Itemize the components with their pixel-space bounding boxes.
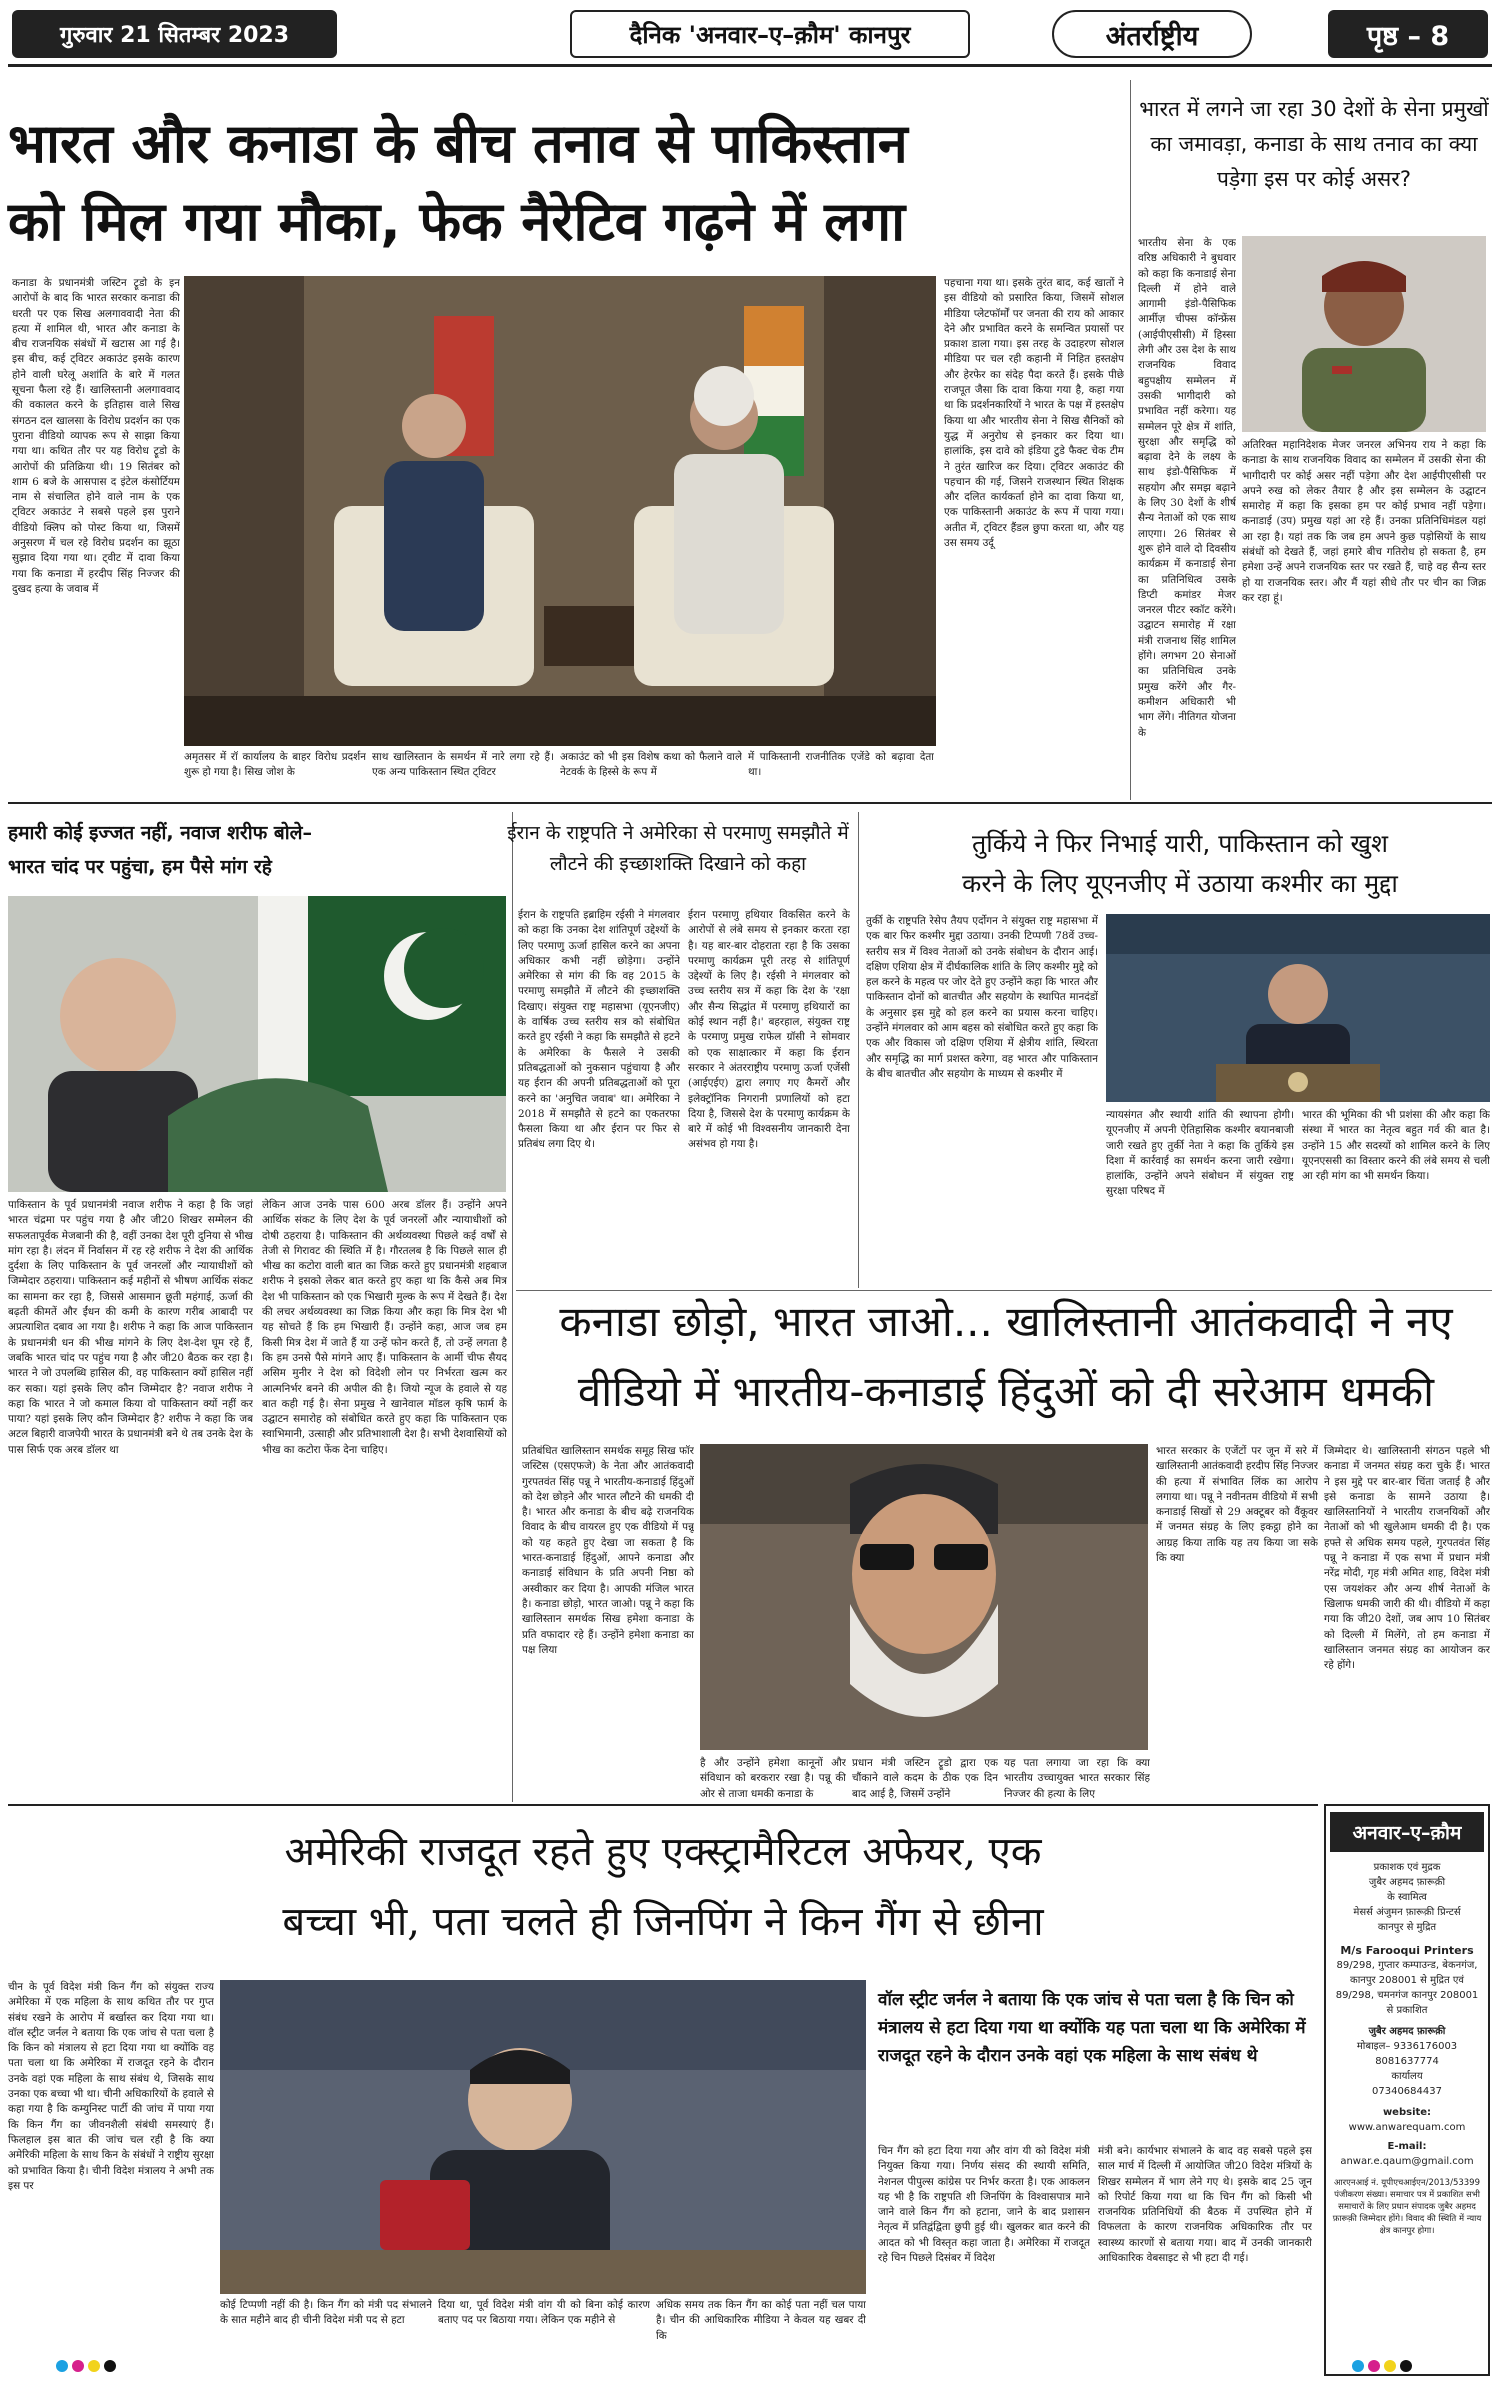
section-name: अंतर्राष्ट्रीय (1052, 10, 1252, 58)
erdogan-photo (1106, 914, 1490, 1102)
newspaper-name: दैनिक 'अनवार–ए–क़ौम' कानपुर (570, 10, 970, 58)
china-photo-col3-text: अधिक समय तक किन गैंग का कोई पता नहीं चल पाया है। चीन की आधिकारिक मीडिया ने केवल यह खबर दी कि (656, 2299, 866, 2342)
divider-row1 (8, 802, 1492, 804)
lead-photo-col4-text: में पाकिस्तानी राजनीतिक एजेंडे को बढ़ावा देता था। (748, 751, 934, 779)
registration-marks-right (1352, 2360, 1412, 2372)
army-chiefs-narrow-text: भारतीय सेना के एक वरिष्ठ अधिकारी ने बुधवार को कहा कि कनाडाई सेना दिल्ली में होने वाले आगामी इंडो-पैसिफिक आर्मीज़ चीफ्स कॉन्फ्रेंस (आईपीएसीसी) में हिस्सा लेगी और उस देश के साथ राजनयिक विवाद बहुपक्षीय सम्मेलन में उसकी भागीदारी को प्रभावित नहीं करेगा। यह सम्मेलन पूरे क्षेत्र में शांति, सुरक्षा और समृद्धि को बढ़ावा देने के लक्ष्य के साथ इंडो-पैसिफिक में सहयोग और समझ बढ़ाने के लिए 30 देशों के शीर्ष सैन्य नेताओं को एक साथ लाएगा। 26 सितंबर से शुरू होने वाले दो दिवसीय कार्यक्रम में कनाडाई सेना का प्रतिनिधित्व उसके डिप्टी कमांडर मेजर जनरल पीटर स्कॉट करेंगे। उद्घाटन समारोह में रक्षा मंत्री राजनाथ सिंह शामिल होंगे। लगभग 20 सेनाओं का प्रतिनिधित्व उनके प्रमुख करेंगे और गैर-कमीशन अधिकारी भी भाग लेंगे। नीतिगत योजना के (1138, 237, 1236, 739)
lead-photo-col3-text: अकाउंट को भी इस विशेष कथा को फैलाने वाले नेटवर्क के हिस्से के रूप में (560, 751, 742, 779)
sharif-col1-text: पाकिस्तान के पूर्व प्रधानमंत्री नवाज शरीफ ने कहा है कि जहां भारत चंद्रमा पर पहुंच गया है और जी20 शिखर सम्मेलन की सफलतापूर्वक मेजबानी की है, वहीं उनका देश पूरी दुनिया से भीख मांग रहा है। लंदन में निर्वासन में रह रहे शरीफ ने देश की आर्थिक दुर्दशा के लिए पाकिस्तान के पूर्व जनरलों और न्यायाधीशों को जिम्मेदार ठहराया। पाकिस्तान कई महीनों से भीषण आर्थिक संकट का सामना कर रहा है, जिससे आसमान छूती महंगाई, ऊर्जा की बढ़ती कीमतें और ईंधन की कमी के कारण गरीब आबादी पर अप्रत्याशित दबाव आ गया है। शरीफ ने कहा कि आज पाकिस्तान के प्रधानमंत्री धन की भीख मांगने के लिए देश-देश घूम रहे हैं, जबकि भारत चांद पर पहुंच गया है और जी20 बैठक कर रहा है। भारत ने जो उपलब्धि हासिल की, वह पाकिस्तान क्यों हासिल नहीं कर सका। यहां इसके लिए कौन जिम्मेदार है? नवाज शरीफ ने कहा कि भारत ने जो कमाल किया वो पाकिस्तान क्यों नहीं कर पाया? यहां इसके लिए कौन जिम्मेदार है? शरीफ ने कहा कि जब अटल बिहारी वाजपेयी भारत के प्रधानमंत्री बने थे तब उनके देश के पास सिर्फ एक अरब डॉलर था (8, 1199, 253, 1456)
turkey-col-b-text: भारत की भूमिका की भी प्रशंसा की और कहा कि संस्था में भारत का नेतृत्व बहुत गर्व की बात है। उन्होंने 15 और सदस्यों को शामिल करने के लिए यूएनएससी का विस्तार करने की लंबे समय से चली आ रही मांग का भी समर्थन किया। (1302, 1109, 1490, 1183)
iran-col2-text: ईरान परमाणु हथियार विकसित करने के आरोपों से लंबे समय से इनकार करता रहा है। यह बार-बार दोहराता रहा है कि उसका परमाणु कार्यक्रम पूरी तरह से शांतिपूर्ण उद्देश्यों के लिए है। रईसी ने मंगलवार को उच्च स्तरीय सत्र में कहा कि देश के 'रक्षा और सैन्य सिद्धांत में परमाणु हथियारों का कोई स्थान नहीं है।' बहरहाल, संयुक्त राष्ट्र के परमाणु प्रमुख राफेल ग्रॉसी ने सोमवार को एक साक्षात्कार में कहा कि ईरान सरकार ने अंतरराष्ट्रीय परमाणु ऊर्जा एजेंसी (आईएईए) द्वारा लगाए गए कैमरों और इलेक्ट्रॉनिक निगरानी प्रणालियों को हटा दिया है, जिससे देश के परमाणु कार्यक्रम के बारे में कोई भी विश्वसनीय जानकारी देना असंभव हो गया है। (688, 909, 850, 1151)
iran-column-2 (688, 908, 850, 1280)
turkey-headline-line2: करने के लिए यूएनजीए में उठाया कश्मीर का मुद्दा (962, 869, 1398, 898)
lead-photo-caption-col2 (372, 750, 554, 796)
khalistan-column-right2 (1324, 1444, 1490, 1790)
lead-column-1 (12, 276, 180, 776)
pannun-illustration (700, 1444, 1148, 1750)
iran-col1-text: ईरान के राष्ट्रपति इब्राहिम रईसी ने मंगलवार को कहा कि उनका देश शांतिपूर्ण उद्देश्यों के लिए परमाणु ऊर्जा हासिल करने का अपना अधिकार कभी नहीं छोड़ेगा। उन्होंने अमेरिका से मांग की कि वह 2015 के परमाणु समझौते में लौटने की इच्छाशक्ति दिखाए। संयुक्त राष्ट्र महासभा (यूएनजीए) के वार्षिक उच्च स्तरीय सत्र को संबोधित करते हुए रईसी ने कहा कि समझौते से हटने के अमेरिका के फैसले ने उसकी प्रतिबद्धताओं को नुकसान पहुंचाया है और यह ईरान की अपनी प्रतिबद्धताओं को पूरा करने का 'अनुचित जवाब' था। अमेरिका ने 2018 में समझौते से हटने का एकतरफा फैसला किया था और ईरान पर फिर से प्रतिबंध लगा दिए थे। (518, 909, 680, 1151)
turkey-col-top-text: तुर्की के राष्ट्रपति रेसेप तैयप एर्दोगन ने संयुक्त राष्ट्र महासभा में एक बार फिर कश्मीर मुद्दा उठाया। उनकी टिप्पणी 78वें उच्च-स्तरीय सत्र में विश्व नेताओं को उनके संबोधन के दौरान आई। दक्षिण एशिया क्षेत्र में दीर्घकालिक शांति के लिए कश्मीर मुद्दे को हल करने के महत्व पर जोर देते हुए उन्होंने कहा कि भारत और पाकिस्तान दोनों को बातचीत और सहयोग के स्थापित मानदंडों के अनुसार इस मुद्दे को हल करने का प्रयास करना चाहिए। उन्होंने मंगलवार को आम बहस को संबोधित करते हुए कहा कि एक और विकास जो दक्षिण एशिया में क्षेत्रीय शांति, स्थिरता और समृद्धि का मार्ग प्रशस्त करेगा, वह भारत और पाकिस्तान के बीच बातचीत और सहयोग के माध्यम से कश्मीर में (866, 915, 1098, 1080)
china-headline-line2: बच्चा भी, पता चलते ही जिनपिंग ने किन गैंग से छीना (282, 1899, 1044, 1945)
imprint-line5: कानपुर से मुद्रित (1377, 1922, 1437, 1933)
imprint-website: www.anwarequam.com (1348, 2122, 1466, 2133)
khalistan-right1-text: भारत सरकार के एजेंटों पर जून में सरे में खालिस्तानी आतंकवादी हरदीप सिंह निज्जर की हत्या में संभावित लिंक का आरोप लगाया था। पन्नू ने नवीनतम वीडियो में सभी कनाडाई सिखों से 29 अक्टूबर को वैंकूवर में जनमत संग्रह के लिए इकट्ठा होने का आग्रह किया ताकि यह तय किया जा सके कि क्या (1156, 1445, 1318, 1565)
khalistan-photo-col3-text: यह पता लगाया जा रहा कि क्या भारतीय उच्चायुक्त भारत सरकार सिंह निज्जर की हत्या के लिए (1004, 1757, 1150, 1800)
imprint-line3: के स्वामित्व (1387, 1892, 1427, 1903)
imprint-line1: प्रकाशक एवं मुद्रक (1373, 1862, 1441, 1873)
imprint-printer: M/s Farooqui Printers (1340, 1944, 1474, 1957)
color-dot-magenta (72, 2360, 84, 2372)
erdogan-illustration (1106, 914, 1490, 1102)
color-dot-yellow (88, 2360, 100, 2372)
army-chiefs-column-narrow (1138, 236, 1236, 796)
army-chiefs-headline: भारत में लगने जा रहा 30 देशों के सेना प्रमुखों का जमावड़ा, कनाडा के साथ तनाव का क्या पड़ेगा इस पर कोई असर? (1139, 97, 1489, 191)
khalistan-photo-caption-col1 (700, 1756, 846, 1802)
imprint-office-label: कार्यालय (1391, 2071, 1423, 2082)
lead-photo-trudeau-modi (184, 276, 936, 746)
imprint-title: अनवार–ए–क़ौम (1330, 1812, 1484, 1852)
turkey-headline-line1: तुर्किये ने फिर निभाई यारी, पाकिस्तान को खुश (971, 829, 1388, 858)
sharif-column-1 (8, 1198, 253, 1798)
color-dot-cyan (56, 2360, 68, 2372)
khalistan-column-1 (522, 1444, 694, 1790)
sharif-col2-text: लेकिन आज उनके पास 600 अरब डॉलर हैं। उन्होंने अपने आर्थिक संकट के लिए देश के पूर्व जनरलों और न्यायाधीशों को दोषी ठहराया है। पाकिस्तान की अर्थव्यवस्था पिछले कई वर्षों से तेजी से गिरावट की स्थिति में है। गौरतलब है कि पिछले साल ही भीख का कटोरा वाली बात का जिक्र करते हुए प्रधानमंत्री शहबाज शरीफ ने इसको लेकर बात करते हुए कहा था कि कैसे अब मित्र देश भी पाकिस्तान को एक भिखारी मुल्क के रूप में देखते हैं। देश की लचर अर्थव्यवस्था का जिक्र किया और कहा कि मित्र देश भी यह सोचते हैं कि हम भिखारी हैं। उन्होंने कहा, आज जब हम किसी मित्र देश में जाते हैं या उन्हें फोन करते हैं, तो उन्हें लगता है कि हम उनसे पैसे मांगने आए हैं। पाकिस्तान के आर्मी चीफ सैयद असिम मुनीर ने देश को विदेशी लोन पर निर्भरता खत्म कर आत्मनिर्भर बनने की अपील की है। जियो न्यूज के हवाले से यह बात कही गई है। सेना प्रमुख ने खानेवाल मॉडल कृषि फार्म के उद्घाटन समारोह को संबोधित करते हुए कहा कि पाकिस्तान एक स्वाभिमानी, उत्साही और प्रतिभाशाली देश है। सभी देशवासियों को भीख का कटोरा फेंक देना चाहिए। (262, 1199, 507, 1456)
pannun-photo (700, 1444, 1148, 1750)
china-column-r2 (1098, 2144, 1312, 2346)
turkey-col-a-text: न्यायसंगत और स्थायी शांति की स्थापना होगी। यूएनजीए में अपनी ऐतिहासिक कश्मीर बयानबाजी जारी रखते हुए तुर्की नेता ने कहा कि तुर्किये इस दिशा में कार्रवाई का समर्थन करना जारी रखेगा। हालांकि, उन्होंने अपने संबोधन में संयुक्त राष्ट्र सुरक्षा परिषद में (1106, 1109, 1294, 1198)
imprint-address: 89/298, गुप्तार कम्पाउन्ड, बेकनगंज, कानपुर 208001 से मुद्रित एवं 89/298, चमनगंज कानपुर 208001 से प्रकाशित (1335, 1960, 1479, 2016)
color-dot-black (1400, 2360, 1412, 2372)
iran-headline: ईरान के राष्ट्रपति ने अमेरिका से परमाणु समझौते में लौटने की इच्छाशक्ति दिखाने को कहा (507, 822, 849, 875)
imprint-website-label: website: (1382, 2107, 1432, 2118)
turkey-column-top (866, 914, 1098, 1288)
china-headline-line1: अमेरिकी राजदूत रहते हुए एक्स्ट्रामैरिटल अफेयर, एक (284, 1829, 1042, 1875)
china-r2-text: मंत्री बने। कार्यभार संभालने के बाद वह सबसे पहले इस साल मार्च में दिल्ली में आयोजित जी20 विदेश मंत्रियों के शिखर सम्मेलन में भाग लेने गए थे। इसके बाद 25 जून को रिपोर्ट किया गया था कि चिन गैंग को किसी भी राजनयिक प्रतिनिधियों की बैठक में उपस्थित होने में विफलता के कारण राजनयिक अधिकारिक तौर पर स्वास्थ्य कारणों से बताया गया। बाद में उनकी जानकारी आधिकारिक वेबसाइट से भी हटा दी गई। (1098, 2145, 1312, 2265)
army-chiefs-under-text: अतिरिक्त महानिदेशक मेजर जनरल अभिनय राय ने कहा कि कनाडा के साथ राजनयिक विवाद का सम्मेलन में उसकी सेना की भागीदारी पर कोई असर नहीं पड़ेगा और देश आईपीएसीसी पर अपने रुख को लेकर तैयार है और इस सम्मेलन के उद्घाटन समारोह में कहा कि इसका हम पर कोई प्रभाव नहीं पड़ेगा। कनाडाई (उप) प्रमुख यहां आ रहे हैं। उनका प्रतिनिधिमंडल यहां आ रहा है। यहां तक कि जब हम अपने कुछ पड़ोसियों के साथ संबंधों को देखते हैं, जहां हमारे बीच गतिरोध हो सकता है, हम हमेशा उन्हें अपने राजनयिक स्तर पर रखते हैं, चाहे वह सैन्य स्तर हो या राजनयिक स्तर। और मैं यहां सीधे तौर पर चीन का जिक्र कर रहा हूं। (1242, 439, 1486, 604)
imprint-mobile: मोबाइल– 9336176003 (1356, 2041, 1458, 2052)
divider-row3 (8, 1804, 1318, 1806)
imprint-phone: 8081637774 (1375, 2056, 1439, 2067)
color-dot-magenta (1368, 2360, 1380, 2372)
china-photo-col1-text: कोई टिप्पणी नहीं की है। किन गैंग को मंत्री पद संभालने के सात महीने बाद ही चीनी विदेश मंत्री पद से हटा (220, 2299, 432, 2327)
china-photo-caption-col1 (220, 2298, 432, 2346)
khalistan-headline-line1: कनाडा छोड़ो, भारत जाओ... खालिस्तानी आतंकवादी ने नए (559, 1297, 1453, 1346)
lead-photo-caption-col3 (560, 750, 742, 796)
imprint-line4: मेसर्स अंजुमन फ़ारूक़ी प्रिन्टर्स (1353, 1907, 1461, 1918)
sharif-column-2 (262, 1198, 507, 1798)
imprint-office-phone: 07340684437 (1372, 2086, 1442, 2097)
imprint-line2: जुबैर अहमद फ़ारूक़ी (1368, 1877, 1446, 1888)
qin-gang-illustration (220, 1980, 866, 2294)
lead-column-right (944, 276, 1124, 796)
khalistan-col1-text: प्रतिबंधित खालिस्तान समर्थक समूह सिख फॉर जस्टिस (एसएफजे) के नेता और आतंकवादी गुरपतवंत सिंह पन्नू ने भारतीय-कनाडाई हिंदुओं को देश छोड़ने और भारत लौटने की धमकी दी है। भारत और कनाडा के बीच बढ़े राजनयिक विवाद के बीच वायरल हुए एक वीडियो में पन्नू को यह कहते हुए देखा जा सकता है कि भारत-कनाडाई हिंदुओं, आपने कनाडा और कनाडाई संविधान के प्रति अपनी निष्ठा को अस्वीकार कर दिया है। आपकी मंजिल भारत है। कनाडा छोड़ो, भारत जाओ। पन्नू ने कहा कि खालिस्तान समर्थक सिख हमेशा कनाडा के प्रति वफादार रहे हैं। उन्होंने हमेशा कनाडा का पक्ष लिया (522, 1445, 694, 1656)
issue-date: गुरुवार 21 सितम्बर 2023 (12, 10, 337, 58)
meeting-illustration (184, 276, 936, 746)
imprint-email: anwar.e.qaum@gmail.com (1340, 2156, 1474, 2167)
turkey-column-a (1106, 1108, 1294, 1288)
lead-headline-line2: को मिल गया मौका, फेक नैरेटिव गढ़ने में लगा (8, 190, 906, 253)
sharif-headline-line1: हमारी कोई इज्जत नहीं, नवाज शरीफ बोले– (8, 822, 313, 844)
khalistan-photo-col2-text: प्रधान मंत्री जस्टिन ट्रूडो द्वारा एक चौंकाने वाले कदम के ठीक एक दिन बाद आई है, जिसमें उन्होंने (852, 1757, 998, 1800)
army-chiefs-column-under-photo (1242, 438, 1486, 796)
turkey-column-b (1302, 1108, 1490, 1288)
header-rule (8, 64, 1492, 67)
lead-headline-line1: भारत और कनाडा के बीच तनाव से पाकिस्तान (8, 112, 908, 175)
khalistan-right2-text: जिम्मेदार थे। खालिस्तानी संगठन पहले भी कनाडा में जनमत संग्रह करा चुके हैं। भारत ने इस मुद्दे पर बार-बार चिंता जताई है और इसे कनाडा के सामने उठाया है। खालिस्तानियों ने भारतीय राजनयिकों और नेताओं को भी खुलेआम धमकी दी है। एक हफ्ते से अधिक समय पहले, गुरपतवंत सिंह पन्नू ने कनाडा में एक सभा में प्रधान मंत्री नरेंद्र मोदी, गृह मंत्री अमित शाह, विदेश मंत्री एस जयशंकर और अन्य शीर्ष नेताओं के खिलाफ धमकी जारी की थी। वीडियो में कहा गया कि जी20 देशों, जब आप 10 सितंबर को दिल्ली में मिलेंगे, तो हम कनाडा में खालिस्तान जनमत संग्रह का आयोजन कर रहे होंगे। (1324, 1445, 1490, 1672)
khalistan-photo-col1-text: है और उन्होंने हमेशा कानूनों और संविधान को बरकरार रखा है। पन्नू की ओर से ताजा धमकी कनाडा के (700, 1757, 846, 1800)
khalistan-headline-line2: वीडियो में भारतीय-कनाडाई हिंदुओं को दी सरेआम धमकी (577, 1367, 1435, 1416)
china-left-text: चीन के पूर्व विदेश मंत्री किन गैंग को संयुक्त राज्य अमेरिका में एक महिला के साथ कथित तौर पर गुप्त संबंध रखने के आरोप में बर्खास्त कर दिया गया था। वॉल स्ट्रीट जर्नल ने बताया कि एक जांच से पता चला है कि किन को मंत्रालय से हटा दिया गया था क्योंकि वह पता चला था कि अमेरिका में राजदूत रहने के दौरान उनके वहां एक महिला के साथ संबंध थे, जिसके साथ उनका एक बच्चा भी था। चीनी अधिकारियों के हवाले से कहा गया है कि कम्युनिस्ट पार्टी की जांच में पाया गया कि किन गैंग का जीवनशैली संबंधी समस्याएं हैं। फिलहाल इस बात की जांच चल रही है कि क्या अमेरिकी महिला के साथ किन के संबंधों ने राष्ट्रीय सुरक्षा को प्रभावित किया है। चीनी विदेश मंत्रालय ने अभी तक इस पर (8, 1981, 214, 2192)
iran-column-1 (518, 908, 680, 1280)
color-dot-yellow (1384, 2360, 1396, 2372)
lead-col-right-text: पहचाना गया था। इसके तुरंत बाद, कई खातों ने इस वीडियो को प्रसारित किया, जिसमें सोशल मीडिया प्लेटफॉर्मों पर जनता की राय को आकार देने और प्रभावित करने के समन्वित प्रयासों पर प्रकाश डाला गया। इस तरह के उदाहरण सोशल मीडिया पर चल रही कहानी में निहित हस्तक्षेप और हेरफेर का संदेह पैदा करते हैं। इसके पीछे राजपूत जैसा कि दावा किया गया है, कहा गया था कि प्रदर्शनकारियों ने भारत के पक्ष में हस्तक्षेप किया था और भारतीय सेना ने सिख सैनिकों को युद्ध में अनुरोध से इनकार कर दिया था। हालांकि, इस दावे को इंडिया टुडे फैक्ट चेक टीम ने तुरंत खारिज कर दिया। ट्विटर अकाउंट की पहचान की गई, जिसने राजस्थान स्थित शिक्षक और दलित कार्यकर्ता होने का दावा किया था, एक पाकिस्तानी अकाउंट के रूप में पाया गया। अतीत में, ट्विटर हैंडल छुपा करता था, और यह उस समय उर्दू (944, 277, 1124, 550)
sharif-photo (8, 896, 506, 1192)
registration-marks-left (56, 2360, 116, 2372)
lead-photo-caption-col1 (184, 750, 366, 796)
divider-khalistan-top (516, 1290, 1492, 1291)
imprint-email-label: E-mail: (1387, 2141, 1427, 2152)
china-column-r1 (878, 2144, 1090, 2346)
imprint-details (1332, 1860, 1482, 2237)
color-dot-cyan (1352, 2360, 1364, 2372)
china-photo-col2-text: दिया था, पूर्व विदेश मंत्री वांग यी को बिना कोई कारण बताए पद पर बिठाया गया। लेकिन एक महीने से (438, 2299, 650, 2327)
china-column-left (8, 1980, 214, 2296)
khalistan-photo-caption-col3 (1004, 1756, 1150, 1802)
page-number: पृष्ठ – 8 (1328, 10, 1488, 58)
officer-illustration (1242, 236, 1486, 432)
china-photo-caption-col2 (438, 2298, 650, 2346)
divider-lead-right (1130, 80, 1131, 800)
imprint-editor: जुबैर अहमद फ़ारूक़ी (1368, 2026, 1446, 2037)
khalistan-column-right1 (1156, 1444, 1318, 1790)
china-subhead: वॉल स्ट्रीट जर्नल ने बताया कि एक जांच से पता चला है कि चिन को मंत्रालय से हटा दिया गया था क्योंकि यह पता चला था कि अमेरिका में राजदूत रहने के दौरान उनके वहां एक महिला के साथ संबंध थे (878, 1990, 1306, 2066)
lead-photo-col1-text: अमृतसर में रॉ कार्यालय के बाहर विरोध प्रदर्शन शुरू हो गया है। सिख जोश के (184, 751, 366, 779)
lead-photo-col2-text: साथ खालिस्तान के समर्थन में नारे लगा रहे हैं। एक अन्य पाकिस्तान स्थित ट्विटर (372, 751, 554, 779)
china-r1-text: चिन गैंग को हटा दिया गया और वांग यी को विदेश मंत्री नियुक्त किया गया। निर्णय संसद की स्थायी समिति, नेशनल पीपुल्स कांग्रेस पर निर्भर करता है। एक आकलन यह भी है कि राष्ट्रपति शी जिनपिंग के विश्वासपात्र माने जाने वाले किन गैंग को हटाना, जाने के बाद प्रशासन नेतृत्व में प्रतिद्वंद्विता छुपी हुई थी। खुलकर बात करने की आदत को भी विस्तृत कहा जाता है। अमेरिका में राजदूत रहे चिन पिछले दिसंबर में विदेश (878, 2145, 1090, 2265)
divider-iran-turkey (858, 812, 859, 1288)
color-dot-black (104, 2360, 116, 2372)
khalistan-photo-caption-col2 (852, 1756, 998, 1802)
imprint-footer: आरएनआई नं. यूपीएचआईएन/2013/53399 पंजीकरण संख्या। समाचार पत्र में प्रकाशित सभी समाचारों के लिए प्रधान संपादक जुबैर अहमद फ़ारूक़ी जिम्मेदार होंगे। विवाद की स्थिति में न्याय क्षेत्र कानपुर होगा। (1332, 2178, 1482, 2236)
sharif-headline-line2: भारत चांद पर पहुंचा, हम पैसे मांग रहे (8, 856, 272, 878)
qin-gang-photo (220, 1980, 866, 2294)
china-photo-caption-col3 (656, 2298, 866, 2346)
lead-photo-caption-col4 (748, 750, 934, 796)
lead-col1-text: कनाडा के प्रधानमंत्री जस्टिन ट्रूडो के इन आरोपों के बाद कि भारत सरकार कनाडा की धरती पर एक सिख अलगाववादी नेता की हत्या में शामिल थी, भारत और कनाडा के बीच राजनयिक संबंधों में खटास आ गई है। इस बीच, कई ट्विटर अकाउंट इसके कारण होने वाली घरेलू अशांति के बारे में गलत सूचना फैला रहे हैं। खालिस्तानी अलगाववाद की वकालत करने के इतिहास वाले सिख संगठन दल खालसा के विरोध प्रदर्शन का एक पुराना वीडियो व्यापक रूप से साझा किया गया था। कथित तौर पर यह विरोध ट्रूडो के आरोपों की प्रतिक्रिया थी। 19 सितंबर को शाम 6 बजे के आसपास द इंटेल कंसोर्टियम नाम से संचालित होने वाले नाम के एक ट्विटर अकाउंट ने सबसे पहले इस पुराने वीडियो क्लिप को पोस्ट किया था, जिसमें अनुसरण में चल रहे विरोध प्रदर्शन का झूठा सुझाव दिया गया था। ट्वीट में दावा किया गया कि कनाडा में हरदीप सिंह निज्जर की दुखद हत्या के जवाब में (12, 277, 180, 595)
sharif-flag-illustration (8, 896, 506, 1192)
army-officer-photo (1242, 236, 1486, 432)
divider-sharif-iran (512, 812, 513, 1802)
